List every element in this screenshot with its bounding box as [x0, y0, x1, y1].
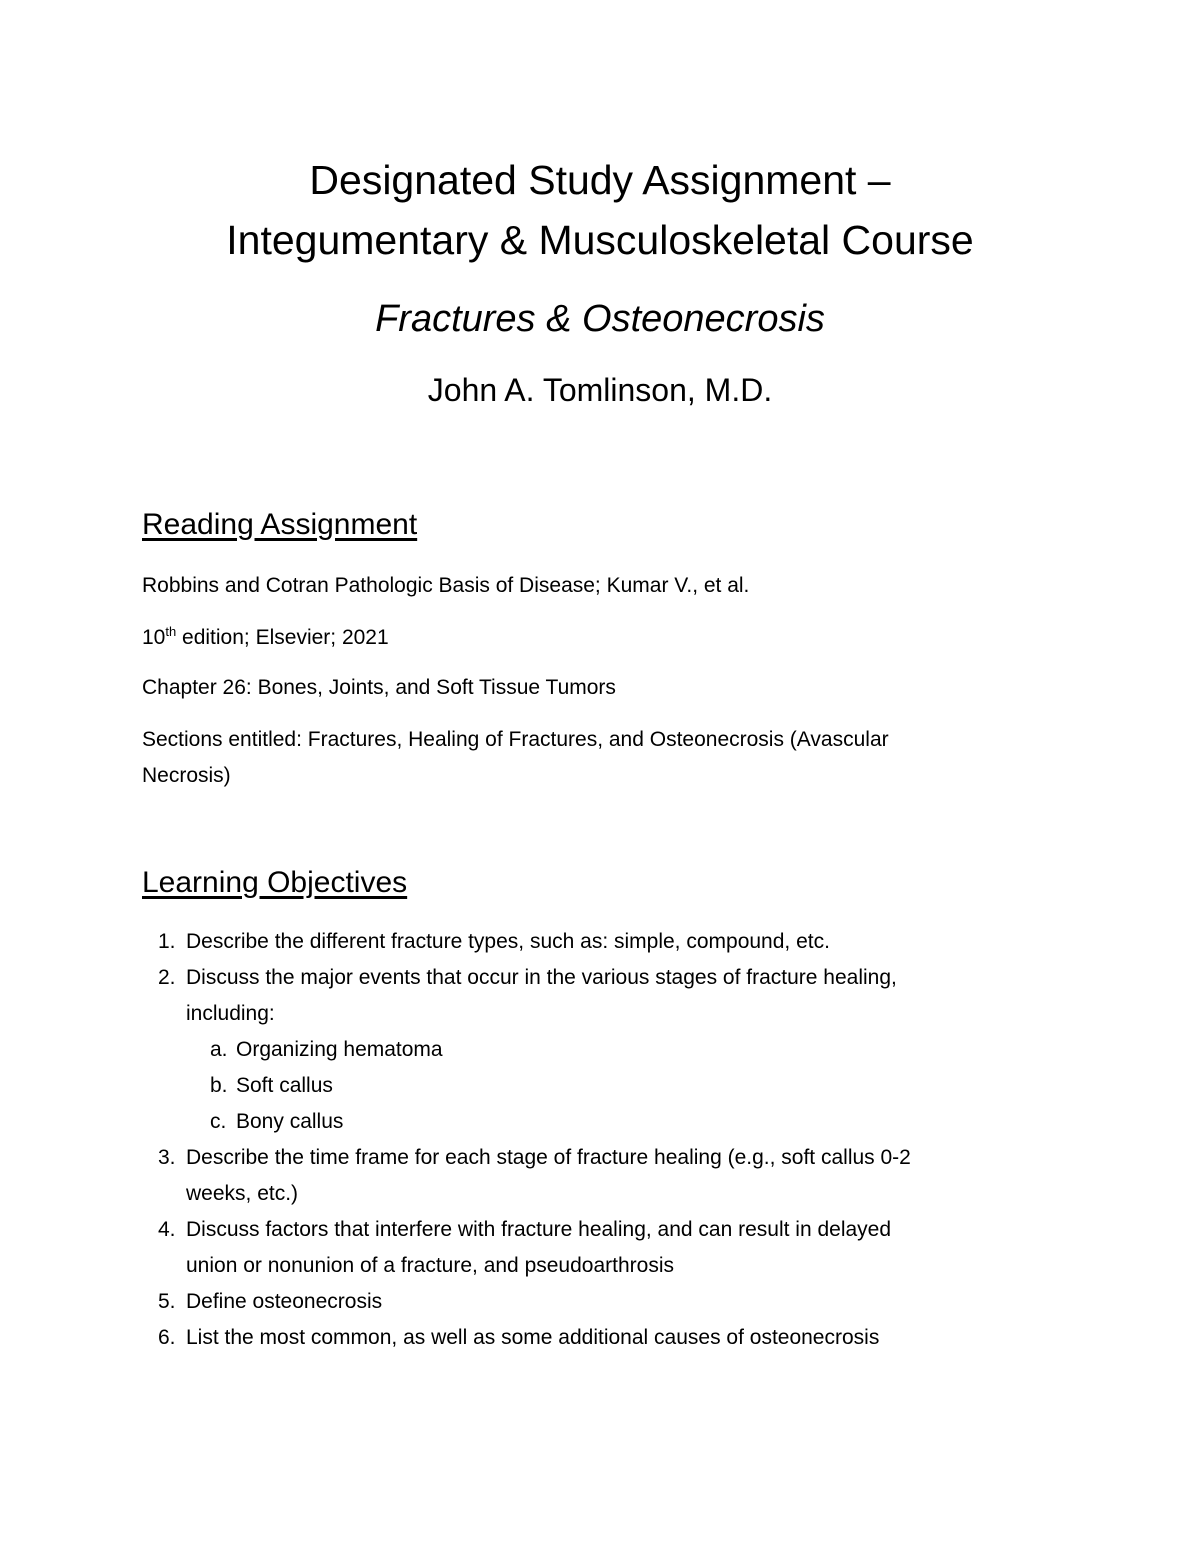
sub-item-text: Bony callus	[236, 1110, 344, 1133]
author: John A. Tomlinson, M.D.	[427, 372, 773, 408]
item-text: including:	[186, 1002, 275, 1025]
objectives-list	[142, 924, 1062, 1356]
item-text: Define osteonecrosis	[186, 1290, 383, 1313]
item-text: Discuss the major events that occur in the various stages of fracture healing,	[186, 966, 897, 989]
sections-line-1: Sections entitled: Fractures, Healing of Fractures, and Osteonecrosis (Avascular	[142, 728, 889, 751]
sub-item-letter: b.	[210, 1074, 228, 1097]
reading-chapter: Chapter 26: Bones, Joints, and Soft Tissue Tumors	[142, 676, 616, 699]
reading-assignment-heading: Reading Assignment	[142, 508, 418, 541]
sub-item-text: Soft callus	[236, 1074, 333, 1097]
item-number: 3.	[158, 1146, 176, 1169]
item-text: union or nonunion of a fracture, and pseudoarthrosis	[186, 1254, 674, 1277]
sub-item-text: Organizing hematoma	[236, 1038, 443, 1061]
edition-number: 10	[142, 626, 166, 649]
sections-line-2: Necrosis)	[142, 764, 231, 787]
item-text: Describe the time frame for each stage of fracture healing (e.g., soft callus 0-2	[186, 1146, 911, 1169]
sub-item-letter: c.	[210, 1110, 227, 1133]
edition-rest: edition; Elsevier; 2021	[176, 626, 389, 649]
learning-objectives-heading: Learning Objectives	[142, 866, 408, 899]
reading-sections	[142, 722, 1042, 794]
item-number: 1.	[158, 930, 176, 953]
item-text: Describe the different fracture types, such as: simple, compound, etc.	[186, 930, 830, 953]
reading-book: Robbins and Cotran Pathologic Basis of Disease; Kumar V., et al.	[142, 574, 750, 597]
list-item	[142, 924, 1062, 960]
list-item	[142, 1320, 1062, 1356]
sub-list-item	[142, 1104, 1062, 1140]
sub-item-letter: a.	[210, 1038, 228, 1061]
title-line-2: Integumentary & Musculoskeletal Course	[226, 217, 974, 263]
sub-list-item	[142, 1068, 1062, 1104]
item-text: weeks, etc.)	[186, 1182, 299, 1205]
item-number: 4.	[158, 1218, 176, 1241]
title-block	[0, 150, 1200, 412]
item-number: 5.	[158, 1290, 176, 1313]
subtitle: Fractures & Osteonecrosis	[375, 298, 825, 340]
list-item	[142, 1140, 1062, 1212]
item-text: List the most common, as well as some additional causes of osteonecrosis	[186, 1326, 880, 1349]
list-item	[142, 1284, 1062, 1320]
title-line-1: Designated Study Assignment –	[309, 157, 891, 203]
item-number: 6.	[158, 1326, 176, 1349]
item-number: 2.	[158, 966, 176, 989]
item-text: Discuss factors that interfere with fracture healing, and can result in delayed	[186, 1218, 892, 1241]
edition-superscript: th	[165, 624, 177, 639]
sub-list-item	[142, 1032, 1062, 1068]
reading-edition	[142, 620, 1042, 656]
list-item	[142, 1212, 1062, 1284]
list-item	[142, 960, 1062, 1032]
